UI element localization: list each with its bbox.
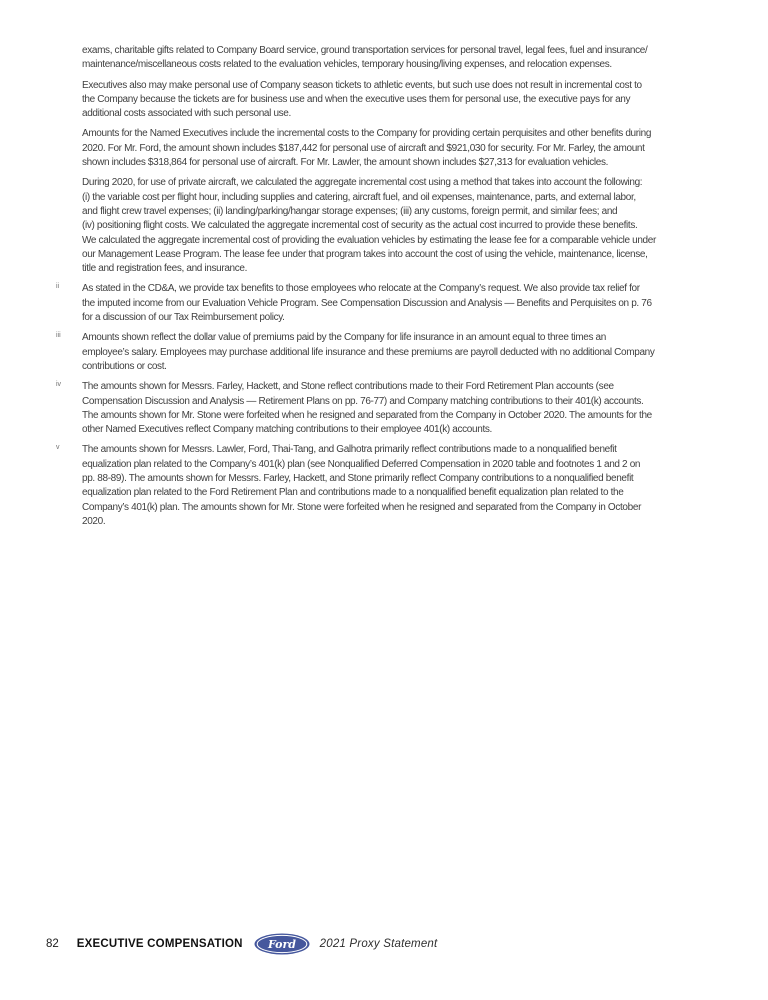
text-line: During 2020, for use of private aircraft, we calculated the aggregate incremental cost using a method that takes into account the following: <box>82 177 643 189</box>
text-line: Amounts shown reflect the dollar value of premiums paid by the Company for life insurance in an amount equal to three times an <box>82 332 606 344</box>
ford-logo-text: Ford <box>267 938 296 951</box>
text-line: Company’s 401(k) plan. The amounts shown for Mr. Stone were forfeited when he resigned and separated from the Company in October <box>82 501 642 513</box>
text-line: other Named Executives reflect Company matching contributions to their employee 401(k) accounts. <box>82 424 492 436</box>
text-line: (i) the variable cost per flight hour, including supplies and catering, aircraft fuel, and oil expenses, maintenance, parts, and external labor, <box>82 191 636 203</box>
text-line: As stated in the CD&A, we provide tax benefits to those employees who relocate at the Company’s request. We also provide tax relief for <box>82 283 640 295</box>
footnote-v <box>56 443 710 529</box>
text-line: exams, charitable gifts related to Company Board service, ground transportation services for personal travel, legal fees, fuel and insurance/ <box>82 45 648 56</box>
text-line: We calculated the aggregate incremental cost of providing the evaluation vehicles by estimating the lease fee for a comparable vehicle under <box>82 234 656 246</box>
text-line: (iv) positioning flight costs. We calculated the aggregate incremental cost of security as the actual cost incurred to provide these benefits. <box>82 220 638 232</box>
text-line: Compensation Discussion and Analysis — Retirement Plans on pp. 76-77) and Company matching contributions to their 401(k) accounts. <box>82 395 644 407</box>
text-line: shown includes $318,864 for personal use of aircraft. For Mr. Lawler, the amount shown includes $27,313 for evaluation vehicles. <box>82 157 609 169</box>
text-line: 2020. <box>82 515 106 527</box>
body-paragraph <box>82 44 710 73</box>
page-footer <box>46 932 437 956</box>
text-line: our Management Lease Program. The lease fee under that program takes into account the cost of using the vehicle, maintenance, license, <box>82 248 648 260</box>
text-line: equalization plan related to the Company’s 401(k) plan (see Nonqualified Deferred Compensation in 2020 table and footnotes 1 and 2 on <box>82 458 641 470</box>
body-paragraph <box>82 176 710 276</box>
text-line: the imputed income from our Evaluation Vehicle Program. See Compensation Discussion and Analysis — Benefits and Perquisites on p. 76 <box>82 297 652 309</box>
footer-section-title: EXECUTIVE COMPENSATION <box>76 938 243 950</box>
footnote-iii <box>56 331 710 374</box>
footnote-marker: iii <box>56 332 61 340</box>
ford-logo-icon <box>254 933 310 955</box>
footnote-ii <box>56 282 710 325</box>
document-title: 2021 Proxy Statement <box>319 938 438 950</box>
text-line: pp. 88-89). The amounts shown for Messrs. Farley, Hackett, and Stone primarily reflect Company contributions to a nonqualified benefit <box>82 473 634 485</box>
text-line: The amounts shown for Mr. Stone were forfeited when he resigned and separated from the Company in October 2020. The amounts for the <box>82 409 652 421</box>
footnote-marker: ii <box>56 283 60 291</box>
footnote-marker: v <box>56 444 60 452</box>
text-line: The amounts shown for Messrs. Farley, Hackett, and Stone reflect contributions made to their Ford Retirement Plan accounts (see <box>82 381 614 393</box>
body-paragraph <box>82 127 710 170</box>
text-line: maintenance/miscellaneous costs related to the evaluation vehicles, temporary housing/living expenses, and relocation expenses. <box>82 59 612 71</box>
text-line: the Company because the tickets are for business use and when the executive uses them for personal use, the executive pays for any <box>82 93 631 105</box>
footnotes-section <box>56 44 710 535</box>
text-line: contributions or cost. <box>82 360 167 372</box>
text-line: employee’s salary. Employees may purchase additional life insurance and these premiums are payroll deducted with no additional Company <box>82 346 655 358</box>
footnote-marker: iv <box>56 381 62 389</box>
footnote-iv <box>56 380 710 437</box>
text-line: Amounts for the Named Executives include the incremental costs to the Company for providing certain perquisites and other benefits during <box>82 128 652 140</box>
text-line: title and registration fees, and insurance. <box>82 263 248 275</box>
text-line: additional costs associated with such personal use. <box>82 108 291 120</box>
text-line: equalization plan related to the Ford Retirement Plan and contributions made to a nonqualified benefit equalization plan related to the <box>82 487 624 499</box>
page-number: 82 <box>46 938 59 950</box>
text-line: 2020. For Mr. Ford, the amount shown includes $187,442 for personal use of aircraft and $921,030 for security. For Mr. Farley, the amount <box>82 142 645 154</box>
text-line: and flight crew travel expenses; (ii) landing/parking/hangar storage expenses; (iii) any customs, foreign permit, and similar fees; and <box>82 205 618 217</box>
text-line: The amounts shown for Messrs. Lawler, Ford, Thai-Tang, and Galhotra primarily reflect contributions made to a nonqualified benefit <box>82 444 617 456</box>
body-paragraph <box>82 79 710 122</box>
text-line: for a discussion of our Tax Reimbursement policy. <box>82 312 285 324</box>
text-line: Executives also may make personal use of Company season tickets to athletic events, but such use does not result in incremental cost to <box>82 79 642 91</box>
